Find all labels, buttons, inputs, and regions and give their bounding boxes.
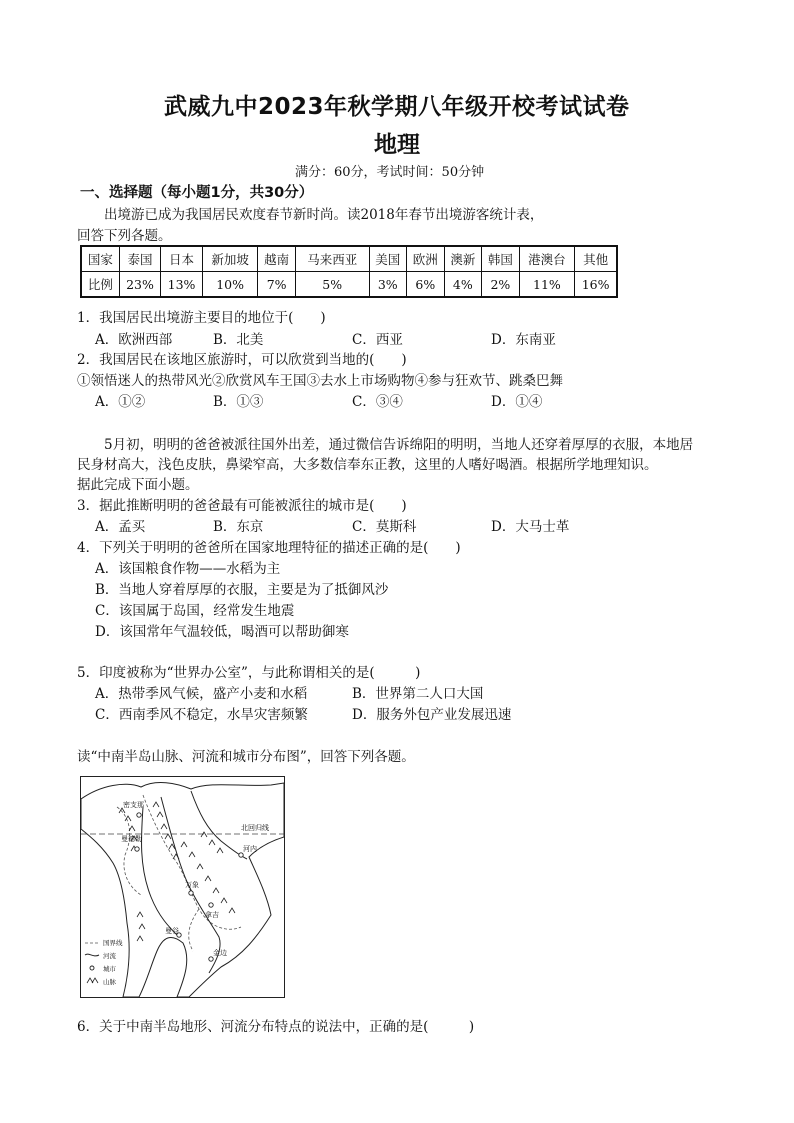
table-cell: 23%: [119, 272, 161, 298]
table-cell: 5%: [295, 272, 369, 298]
table-cell: 澳新: [444, 246, 482, 272]
tropic-label: 北回归线: [241, 824, 269, 832]
table-cell: 7%: [258, 272, 296, 298]
table-row: [81, 246, 617, 272]
question-stem: 6．关于中南半岛地形、河流分布特点的说法中，正确的是( ): [77, 1019, 475, 1035]
table-cell: 13%: [161, 272, 203, 298]
table-header-cell: 比例: [81, 272, 119, 298]
city-label: 拿吉: [205, 911, 219, 919]
option-b: B．当地人穿着厚厚的衣服，主要是为了抵御风沙: [95, 582, 389, 598]
option-a: A．热带季风气候，盛产小麦和水稻: [95, 686, 308, 702]
table-cell: 日本: [161, 246, 203, 272]
option-d: D．服务外包产业发展迅速: [352, 707, 512, 723]
table-cell: 4%: [444, 272, 482, 298]
exam-title: 武威九中2023年秋学期八年级开校考试试卷: [164, 94, 630, 120]
table-cell: 11%: [519, 272, 575, 298]
option-d: D．大马士革: [491, 519, 570, 535]
option-c: C．西亚: [352, 332, 403, 348]
table-cell: 3%: [369, 272, 407, 298]
map-legend: [85, 938, 123, 986]
option-a: A．①②: [95, 394, 146, 410]
option-c: C．西南季风不稳定，水旱灾害频繁: [95, 707, 308, 723]
option-a: A．孟买: [95, 519, 146, 535]
option-d: D．东南亚: [491, 332, 556, 348]
question-stem: 3．据此推断明明的爸爸最有可能被派往的城市是( ): [77, 498, 407, 514]
indochina-map: [80, 776, 285, 998]
option-d: D．该国常年气温较低，喝酒可以帮助御寒: [95, 624, 349, 640]
option-c: C．莫斯科: [352, 519, 417, 535]
table-cell: 其他: [575, 246, 617, 272]
map-figure: [81, 777, 284, 997]
table-cell: 新加坡: [202, 246, 258, 272]
table-cell: 10%: [202, 272, 258, 298]
legend-label: 河流: [103, 952, 116, 960]
question-stem: 2．我国居民在该地区旅游时，可以欣赏到当地的( ): [77, 352, 407, 368]
city-label: 密支那: [123, 801, 144, 809]
intro-line: 回答下列各题。: [77, 228, 172, 244]
intro-line: 出境游已成为我国居民欢度春节新时尚。读2018年春节出境游客统计表，: [104, 207, 544, 223]
subject-title: 地理: [374, 132, 420, 158]
legend-label: 国界线: [103, 939, 123, 947]
option-b: B．世界第二人口大国: [352, 686, 484, 702]
intro-line: 民身材高大，浅色皮肤，鼻梁窄高，大多数信奉东正教，这里的人嗜好喝酒。根据所学地理知识。: [77, 457, 658, 473]
table-cell: 6%: [407, 272, 445, 298]
table-cell: 马来西亚: [295, 246, 369, 272]
option-b: B．北美: [213, 332, 264, 348]
city-label: 万象: [185, 881, 199, 889]
option-a: A．欧洲西部: [95, 332, 173, 348]
question-stem: 5．印度被称为“世界办公室”，与此称谓相关的是( ): [77, 665, 421, 681]
option-b: B．①③: [213, 394, 264, 410]
option-c: C．③④: [352, 394, 403, 410]
table-header-cell: 国家: [81, 246, 119, 272]
table-cell: 韩国: [482, 246, 520, 272]
intro-line: 据此完成下面小题。: [77, 477, 199, 493]
intro-line: 读“中南半岛山脉、河流和城市分布图”，回答下列各题。: [77, 749, 415, 765]
option-b: B．东京: [213, 519, 264, 535]
legend-label: 城市: [103, 965, 116, 973]
question-stem: 1．我国居民出境游主要目的地位于( ): [77, 310, 326, 326]
option-d: D．①④: [491, 394, 543, 410]
city-label: 河内: [243, 845, 257, 853]
table-cell: 港澳台: [519, 246, 575, 272]
intro-line: 5月初，明明的爸爸被派往国外出差，通过微信告诉绵阳的明明，当地人还穿着厚厚的衣服，本地居: [104, 437, 694, 453]
question-statements: ①领悟迷人的热带风光②欣赏风车王国③去水上市场购物④参与狂欢节、跳桑巴舞: [77, 373, 563, 389]
option-a: A．该国粮食作物——水稻为主: [95, 561, 281, 577]
table-cell: 16%: [575, 272, 617, 298]
section-title: 一、选择题（每小题1分，共30分）: [80, 185, 314, 201]
table-cell: 美国: [369, 246, 407, 272]
question-stem: 4．下列关于明明的爸爸所在国家地理特征的描述正确的是( ): [77, 540, 461, 556]
table-row: [81, 272, 617, 298]
tourism-stats-table: [80, 245, 618, 298]
city-label: 曼德勒: [121, 835, 142, 843]
table-cell: 越南: [258, 246, 296, 272]
option-c: C．该国属于岛国，经常发生地震: [95, 603, 295, 619]
exam-meta: 满分：60分，考试时间：50分钟: [295, 165, 485, 180]
city-label: 金边: [213, 949, 227, 957]
legend-label: 山脉: [103, 978, 116, 986]
table-cell: 泰国: [119, 246, 161, 272]
table-cell: 欧洲: [407, 246, 445, 272]
table-cell: 2%: [482, 272, 520, 298]
city-label: 曼谷: [165, 927, 179, 935]
